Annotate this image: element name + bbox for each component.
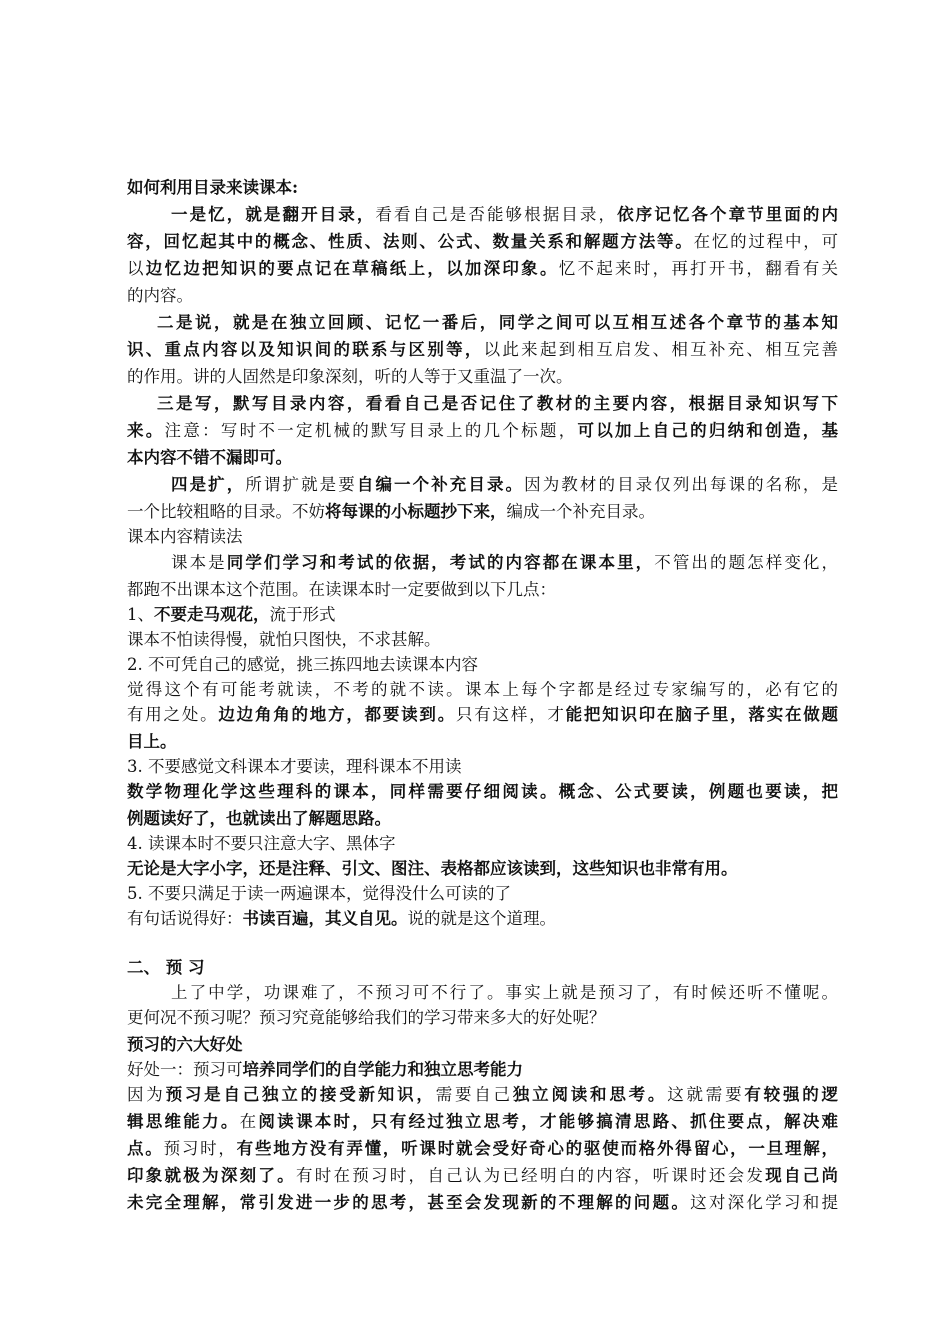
text-line: [127, 550, 838, 576]
text-run: 因为: [127, 1085, 166, 1104]
bold-run: 例题读好了，也就读出了解题思路。: [127, 809, 391, 828]
text-line: [127, 702, 838, 728]
text-run: 看看自己是否能够根据目录，: [375, 205, 618, 224]
text-run: 上了中学，功课难了，不预习可不行了。事实上就是预习了，有时候还听不懂呢。: [171, 983, 838, 1002]
bold-run: 四是扩，: [171, 475, 246, 494]
text-line: [127, 1136, 838, 1162]
bold-run: 有些地方没有弄懂，听课时就会受好奇心的驱使而格外得留心，一旦理解，: [236, 1139, 838, 1158]
text-line: [127, 1163, 838, 1189]
text-run: 更何况不预习呢？预习究竟能够给我们的学习带来多大的好处呢？: [127, 1008, 606, 1027]
bold-run: 二、 预 习: [127, 958, 205, 977]
text-line: [127, 256, 838, 282]
bold-run: 现自己尚: [765, 1166, 838, 1185]
bold-run: 边边角角的地方，都要读到。: [218, 705, 456, 724]
bold-run: 依序记忆各个章节里面的内: [617, 205, 838, 224]
text-run: 的内容。: [127, 286, 193, 305]
text-run: 课本是: [171, 553, 227, 572]
text-line: [127, 1082, 838, 1108]
text-run: 一个比较粗略的目录。不妨: [127, 502, 325, 521]
bold-run: 目上。: [127, 732, 177, 751]
bold-run: 来。: [127, 421, 165, 440]
text-line: [127, 1032, 838, 1058]
bold-run: 阅读课本时，只有经过独立思考，才能够搞清思路、抓住要点，解决难: [258, 1112, 838, 1131]
text-run: 3. 不要感觉文科课本才要读，理科课本不用读: [127, 757, 462, 776]
text-line: [127, 906, 838, 932]
bold-run: 印象就极为深刻了。: [127, 1166, 296, 1185]
text-run: 只有这样，才: [455, 705, 566, 724]
text-run: 编成一个补充目录。: [506, 502, 655, 521]
bold-run: 数学物理化学这些理科的课本，同样需要仔细阅读。概念、公式要读，例题也要读，把: [127, 782, 838, 801]
text-line: [127, 445, 838, 471]
bold-run: 点。: [127, 1139, 164, 1158]
text-run: 以此来起到相互启发、相互补充、相互完善: [483, 340, 838, 359]
bold-run: 无论是大字小字，还是注释、引文、图注、表格都应该读到，这些知识也非常有用。: [127, 859, 738, 878]
bold-run: 二是说，就是在独立回顾、记忆一番后，同学之间可以互相互述各个章节的基本知: [157, 313, 838, 332]
text-run: 预习时，: [163, 1139, 237, 1158]
text-line: [127, 627, 838, 653]
text-line: [127, 806, 838, 832]
text-line: [127, 418, 838, 444]
text-run: 有用之处。: [127, 705, 219, 724]
text-run: 流于形式: [269, 605, 336, 624]
bold-run: 可以加上自己的归纳和创造，基: [577, 421, 838, 440]
text-run: 这就需要: [667, 1085, 745, 1104]
text-line: [127, 337, 838, 363]
text-line: [127, 175, 838, 201]
text-run: 4. 读课本时不要只注意大字、黑体字: [127, 834, 396, 853]
text-run: 2. 不可凭自己的感觉，挑三拣四地去读课本内容: [127, 655, 478, 674]
text-line: [127, 229, 838, 255]
bold-run: 一是忆，就是翻开目录，: [171, 205, 376, 224]
bold-run: 边忆边把知识的要点记在草稿纸上，以加深印象。: [145, 259, 559, 278]
bold-run: 预习的六大好处: [127, 1035, 243, 1054]
text-line: [127, 524, 838, 550]
text-line: [127, 391, 838, 417]
text-line: [127, 310, 838, 336]
text-line: [127, 881, 838, 907]
bold-run: 三是写，默写目录内容，看看自己是否记住了教材的主要内容，根据目录知识写下: [157, 394, 838, 413]
text-run: 忆不起来时，再打开书，翻看有关: [558, 259, 838, 278]
text-line: [127, 1190, 838, 1216]
text-run: 都跑不出课本这个范围。在读课本时一定要做到以下几点：: [127, 580, 556, 599]
text-line: [127, 202, 838, 228]
text-line: [127, 1057, 838, 1083]
bold-run: 容，回忆起其中的概念、性质、法则、公式、数量关系和解题方法等。: [127, 232, 694, 251]
bold-run: 有较强的逻: [744, 1085, 838, 1104]
text-run: 在: [239, 1112, 259, 1131]
text-run: 好处一：预习可: [127, 1060, 243, 1079]
text-line: [127, 955, 838, 981]
text-line: [127, 1109, 838, 1135]
text-line: [127, 577, 838, 603]
bold-run: 自编一个补充目录。: [356, 475, 525, 494]
bold-run: 能把知识印在脑子里，落实在做题: [565, 705, 838, 724]
text-line: [127, 283, 838, 309]
text-line: [127, 472, 838, 498]
text-line: [127, 754, 838, 780]
text-run: 有句话说得好：: [127, 909, 243, 928]
text-run: 因为教材的目录仅列出每课的名称，是: [524, 475, 838, 494]
text-line: [127, 729, 838, 755]
text-run: 所谓扩就是要: [245, 475, 357, 494]
text-run: 注意：写时不一定机械的默写目录上的几个标题，: [164, 421, 578, 440]
text-run: 1、: [127, 605, 154, 624]
text-run: 不管出的题怎样变化，: [654, 553, 838, 572]
text-line: [127, 602, 838, 628]
text-run: 有时在预习时，自己认为已经明白的内容，听课时还会发: [295, 1166, 766, 1185]
bold-run: 同学们学习和考试的依据，考试的内容都在课本里，: [226, 553, 655, 572]
bold-run: 不要走马观花，: [154, 605, 270, 624]
bold-run: 书读百遍，其义自见。: [242, 909, 408, 928]
text-run: 以: [127, 259, 146, 278]
text-line: [127, 1005, 838, 1031]
bold-run: 本内容不错不漏即可。: [127, 448, 292, 467]
text-run: 在忆的过程中，可: [693, 232, 838, 251]
text-line: [127, 499, 838, 525]
text-line: [127, 779, 838, 805]
bold-run: 未完全理解，常引发进一步的思考，甚至会发现新的不理解的问题。: [127, 1193, 691, 1212]
text-run: 说的就是这个道理。: [407, 909, 556, 928]
text-run: 觉得这个有可能考就读，不考的就不读。课本上每个字都是经过专家编写的，必有它的: [127, 680, 838, 699]
text-line: [127, 831, 838, 857]
bold-run: 预习是自己独立的接受新知识，: [165, 1085, 436, 1104]
bold-run: 将每课的小标题抄下来，: [325, 502, 507, 521]
text-line: [127, 652, 838, 678]
text-run: 课本内容精读法: [127, 527, 243, 546]
text-run: 这对深化学习和提: [690, 1193, 838, 1212]
bold-run: 辑思维能力。: [127, 1112, 240, 1131]
text-run: 5. 不要只满足于读一两遍课本，觉得没什么可读的了: [127, 884, 511, 903]
bold-run: 如何利用目录来读课本:: [127, 178, 299, 197]
bold-run: 独立阅读和思考。: [512, 1085, 668, 1104]
text-run: 课本不怕读得慢，就怕只图快，不求甚解。: [127, 630, 441, 649]
bold-run: 识、重点内容以及知识间的联系与区别等，: [127, 340, 484, 359]
text-run: 需要自己: [435, 1085, 513, 1104]
bold-run: 培养同学们的自学能力和独立思考能力: [242, 1060, 523, 1079]
text-run: 的作用。讲的人固然是印象深刻，听的人等于又重温了一次。: [127, 367, 573, 386]
text-line: [127, 856, 838, 882]
text-line: [127, 677, 838, 703]
text-line: [127, 364, 838, 390]
text-line: [127, 980, 838, 1006]
